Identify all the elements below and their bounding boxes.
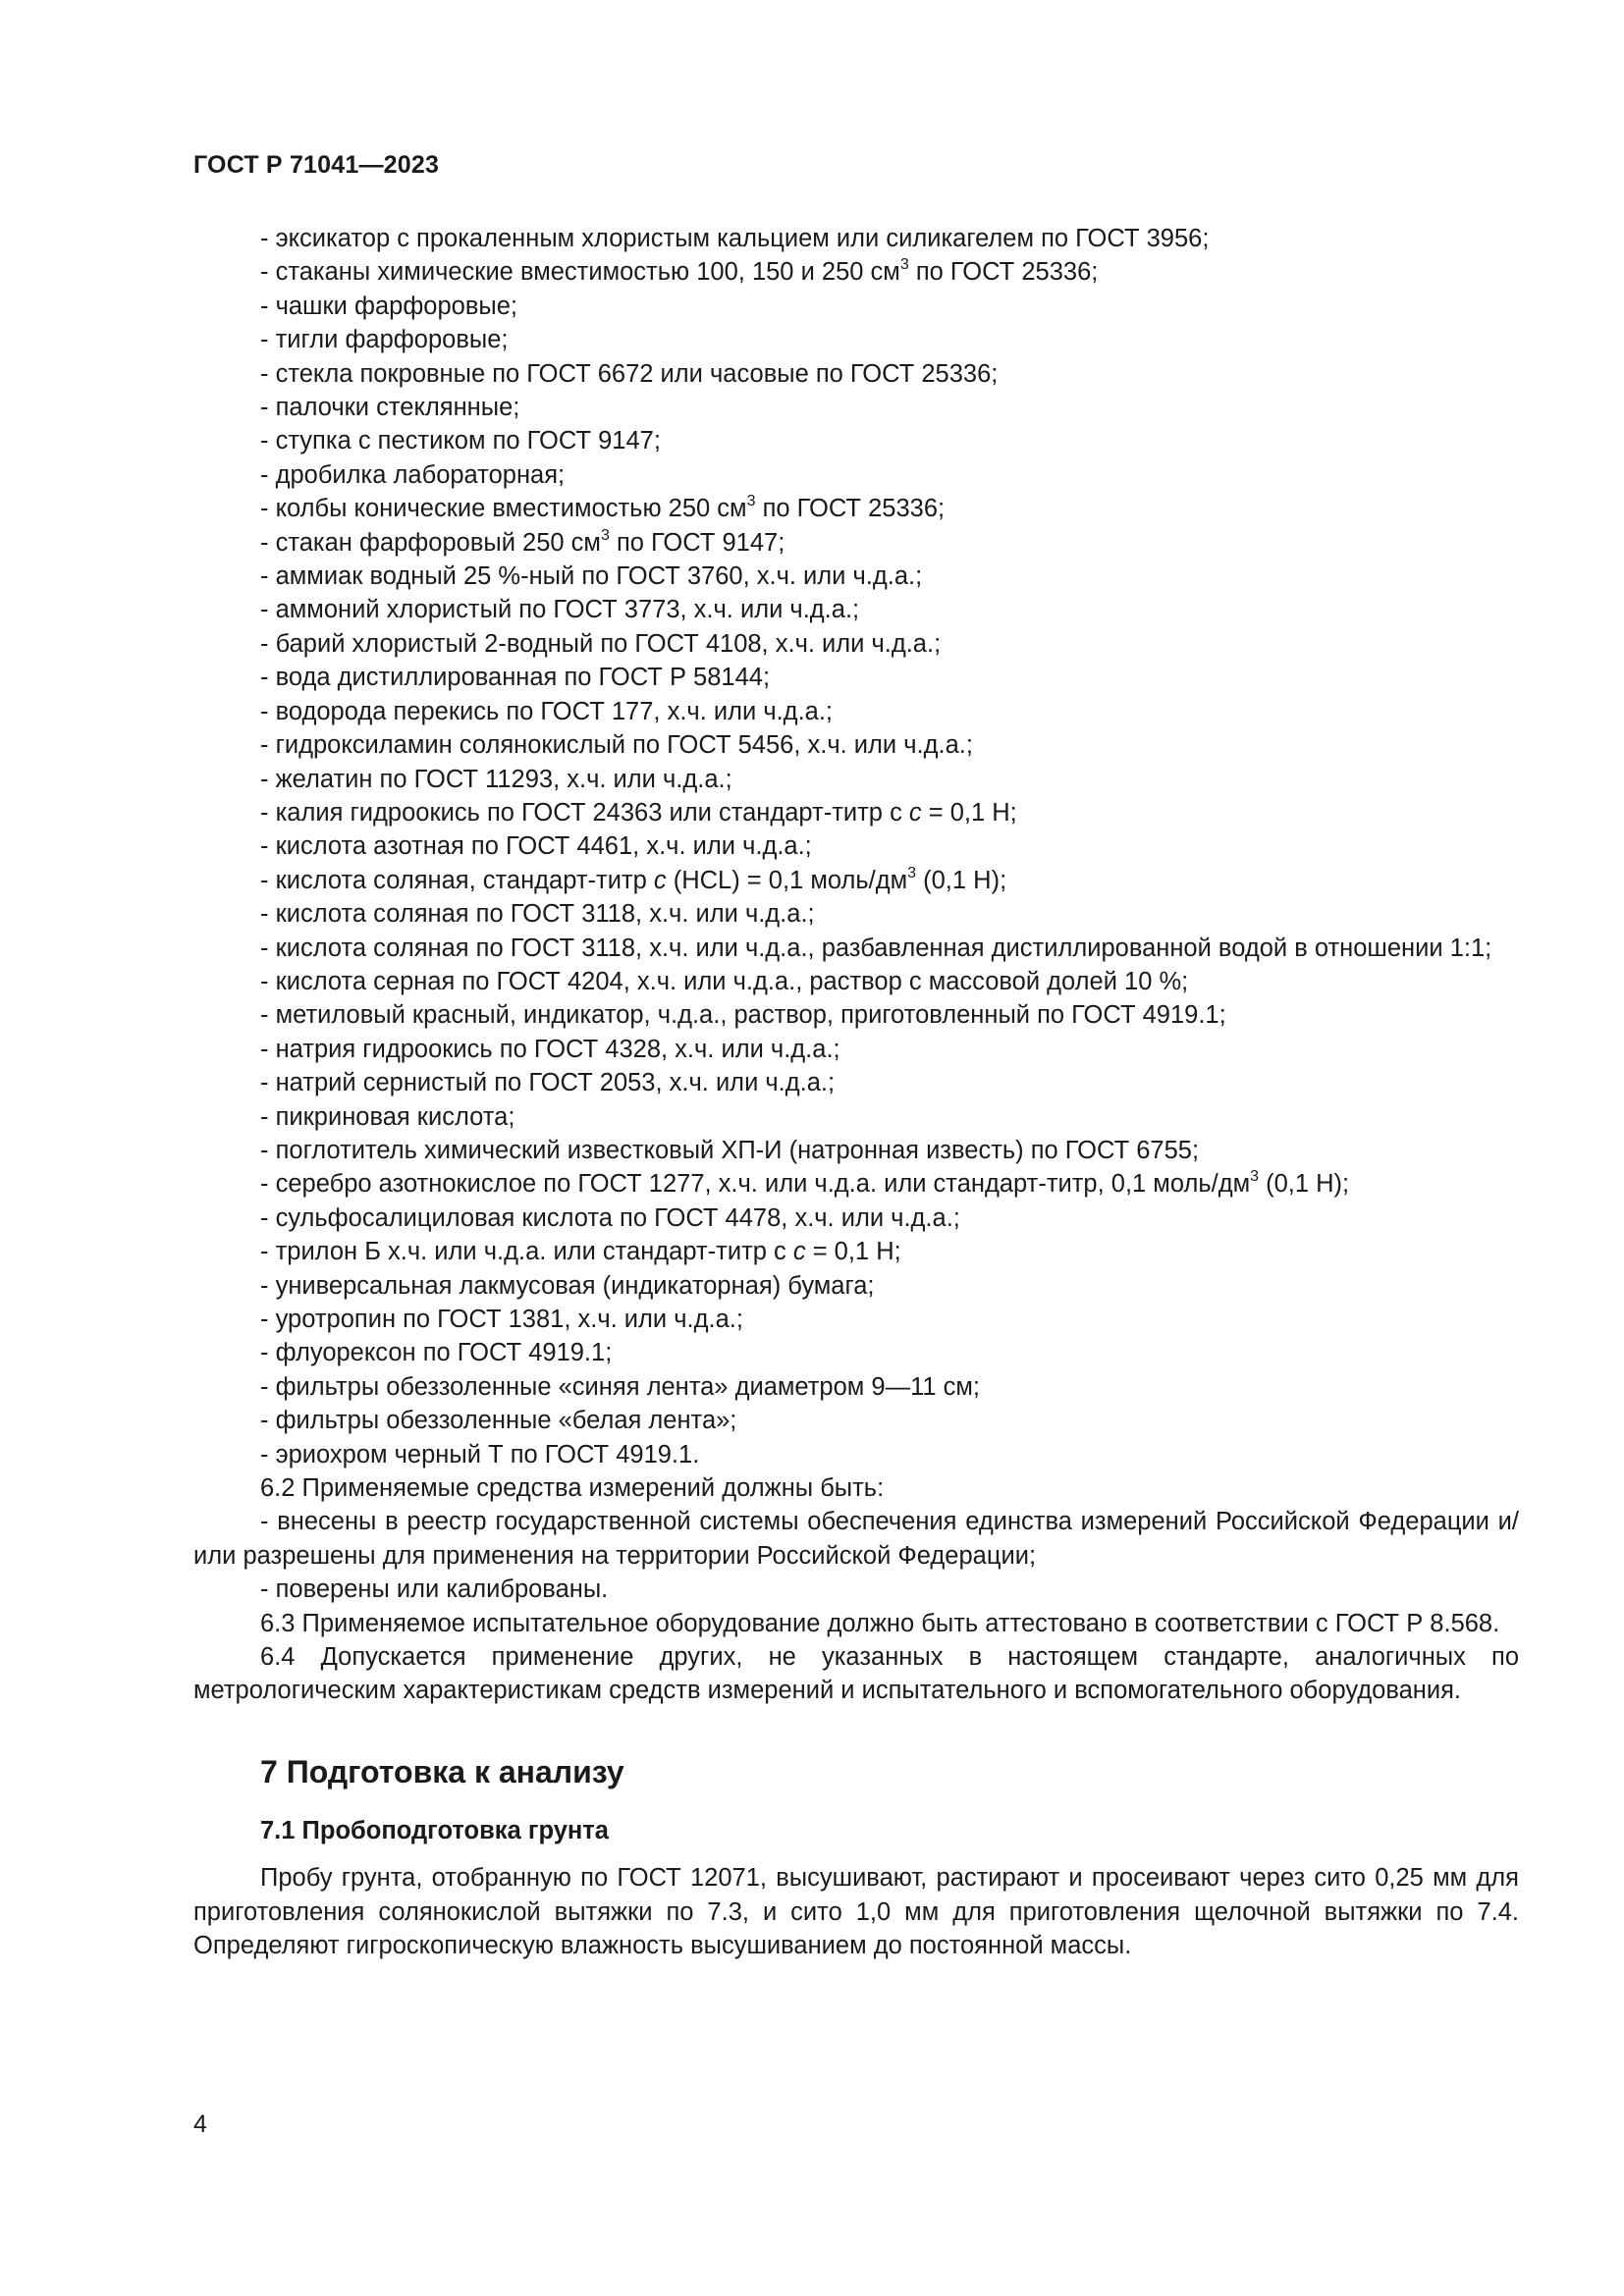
paragraph-6-4: 6.4 Допускается применение других, не указанных в настоящем стандарте, аналогичных по метрологическим характеристикам средств измерений и испытательного и вспомогательного оборудования. bbox=[193, 1643, 1519, 1705]
list-item: - натрия гидроокись по ГОСТ 4328, х.ч. или ч.д.а.; bbox=[260, 1035, 840, 1063]
list-item: - натрий сернистый по ГОСТ 2053, х.ч. или ч.д.а.; bbox=[260, 1069, 836, 1097]
list-item: - желатин по ГОСТ 11293, х.ч. или ч.д.а.; bbox=[260, 765, 732, 793]
list-item: - кислота азотная по ГОСТ 4461, х.ч. или ч.д.а.; bbox=[260, 832, 812, 861]
list-item: - аммоний хлористый по ГОСТ 3773, х.ч. или ч.д.а.; bbox=[260, 596, 860, 624]
list-item: - калия гидроокись по ГОСТ 24363 или стандарт-титр с с = 0,1 Н; bbox=[260, 798, 1017, 827]
list-item: - фильтры обеззоленные «синяя лента» диаметром 9—11 см; bbox=[260, 1372, 981, 1401]
list-item: - поглотитель химический известковый ХП-И (натронная известь) по ГОСТ 6755; bbox=[260, 1136, 1200, 1164]
list-item: - аммиак водный 25 %-ный по ГОСТ 3760, х.ч. или ч.д.а.; bbox=[260, 562, 923, 591]
list-item: - уротропин по ГОСТ 1381, х.ч. или ч.д.а.; bbox=[260, 1306, 743, 1333]
list-item: - гидроксиламин солянокислый по ГОСТ 5456, х.ч. или ч.д.а.; bbox=[260, 731, 973, 760]
section-7-title: 7 Подготовка к анализу bbox=[260, 1753, 624, 1789]
list-item: - кислота соляная по ГОСТ 3118, х.ч. или ч.д.а., разбавленная дистиллированной водой в отношении 1:1; bbox=[260, 934, 1492, 962]
list-item: - кислота соляная по ГОСТ 3118, х.ч. или ч.д.а.; bbox=[260, 900, 815, 929]
list-item: - стекла покровные по ГОСТ 6672 или часовые по ГОСТ 25336; bbox=[260, 359, 999, 388]
paragraph-6-3: 6.3 Применяемое испытательное оборудование должно быть аттестовано в соответствии с ГОСТ Р 8.568. bbox=[260, 1609, 1500, 1637]
list-item: - ступка с пестиком по ГОСТ 9147; bbox=[260, 427, 661, 455]
paragraph-6-2-intro: 6.2 Применяемые средства измерений должны быть: bbox=[260, 1474, 885, 1503]
list-item: - флуорексон по ГОСТ 4919.1; bbox=[260, 1339, 613, 1367]
list-item: - пикриновая кислота; bbox=[260, 1102, 515, 1131]
list-item: - дробилка лабораторная; bbox=[260, 460, 566, 489]
list-item: - эксикатор с прокаленным хлористым кальцием или силикагелем по ГОСТ 3956; bbox=[260, 225, 1210, 252]
page-number: 4 bbox=[193, 2110, 207, 2138]
list-item: - кислота серная по ГОСТ 4204, х.ч. или ч.д.а., раствор с массовой долей 10 %; bbox=[260, 967, 1189, 995]
list-item: - эриохром черный Т по ГОСТ 4919.1. bbox=[260, 1440, 700, 1468]
list-item: - серебро азотнокислое по ГОСТ 1277, х.ч. или ч.д.а. или стандарт-титр, 0,1 моль/$дм^3$ (0,1 Н); bbox=[260, 1168, 1350, 1199]
list-item: - трилон Б х.ч. или ч.д.а. или стандарт-титр с с = 0,1 Н; bbox=[260, 1238, 901, 1266]
paragraph-6-2-item-1: - внесены в реестр государственной системы обеспечения единства измерений Российской Федерации и/или разрешены для применения на территории Российской Федерации; bbox=[193, 1508, 1519, 1570]
document-body bbox=[193, 222, 1519, 1963]
list-item: - сульфосалициловая кислота по ГОСТ 4478, х.ч. или ч.д.а.; bbox=[260, 1203, 960, 1232]
paragraph-7-1: Пробу грунта, отобранную по ГОСТ 12071, высушивают, растирают и просеивают через сито 0,25 мм для приготовления солянокислой вытяжки по 7.3, и сито 1,0 мм для приготовления щелочной вытяжки по 7.4. Определяют гигроскопическую влажность высушиванием до постоянной массы. bbox=[193, 1864, 1519, 1960]
equipment-list bbox=[193, 222, 1519, 1471]
document-header: ГОСТ Р 71041—2023 bbox=[193, 151, 440, 179]
list-item: - стаканы химические вместимостью 100, 150 и 250 $см^3$ по ГОСТ 25336; bbox=[260, 256, 1099, 287]
list-item: - палочки стеклянные; bbox=[260, 394, 520, 422]
list-item: - универсальная лакмусовая (индикаторная) бумага; bbox=[260, 1271, 875, 1300]
list-item: - вода дистиллированная по ГОСТ Р 58144; bbox=[260, 664, 771, 692]
list-item: - фильтры обеззоленные «белая лента»; bbox=[260, 1407, 737, 1435]
list-item: - водорода перекись по ГОСТ 177, х.ч. или ч.д.а.; bbox=[260, 697, 834, 725]
list-item: - метиловый красный, индикатор, ч.д.а., раствор, приготовленный по ГОСТ 4919.1; bbox=[260, 1001, 1226, 1030]
paragraph-6-2-item-2: - поверены или калиброваны. bbox=[260, 1575, 609, 1604]
list-item: - колбы конические вместимостью 250 $см^3$ по ГОСТ 25336; bbox=[260, 493, 946, 523]
list-item: - кислота соляная, стандарт-титр с (HCL) = 0,1 моль/$дм^3$ (0,1 Н); bbox=[260, 864, 1007, 894]
subsection-7-1-title: 7.1 Пробоподготовка грунта bbox=[260, 1816, 609, 1844]
list-item: - барий хлористый 2-водный по ГОСТ 4108, х.ч. или ч.д.а.; bbox=[260, 629, 942, 658]
list-item: - тигли фарфоровые; bbox=[260, 326, 509, 354]
list-item: - стакан фарфоровый 250 $см^3$ по ГОСТ 9147; bbox=[260, 526, 785, 557]
list-item: - чашки фарфоровые; bbox=[260, 292, 517, 320]
